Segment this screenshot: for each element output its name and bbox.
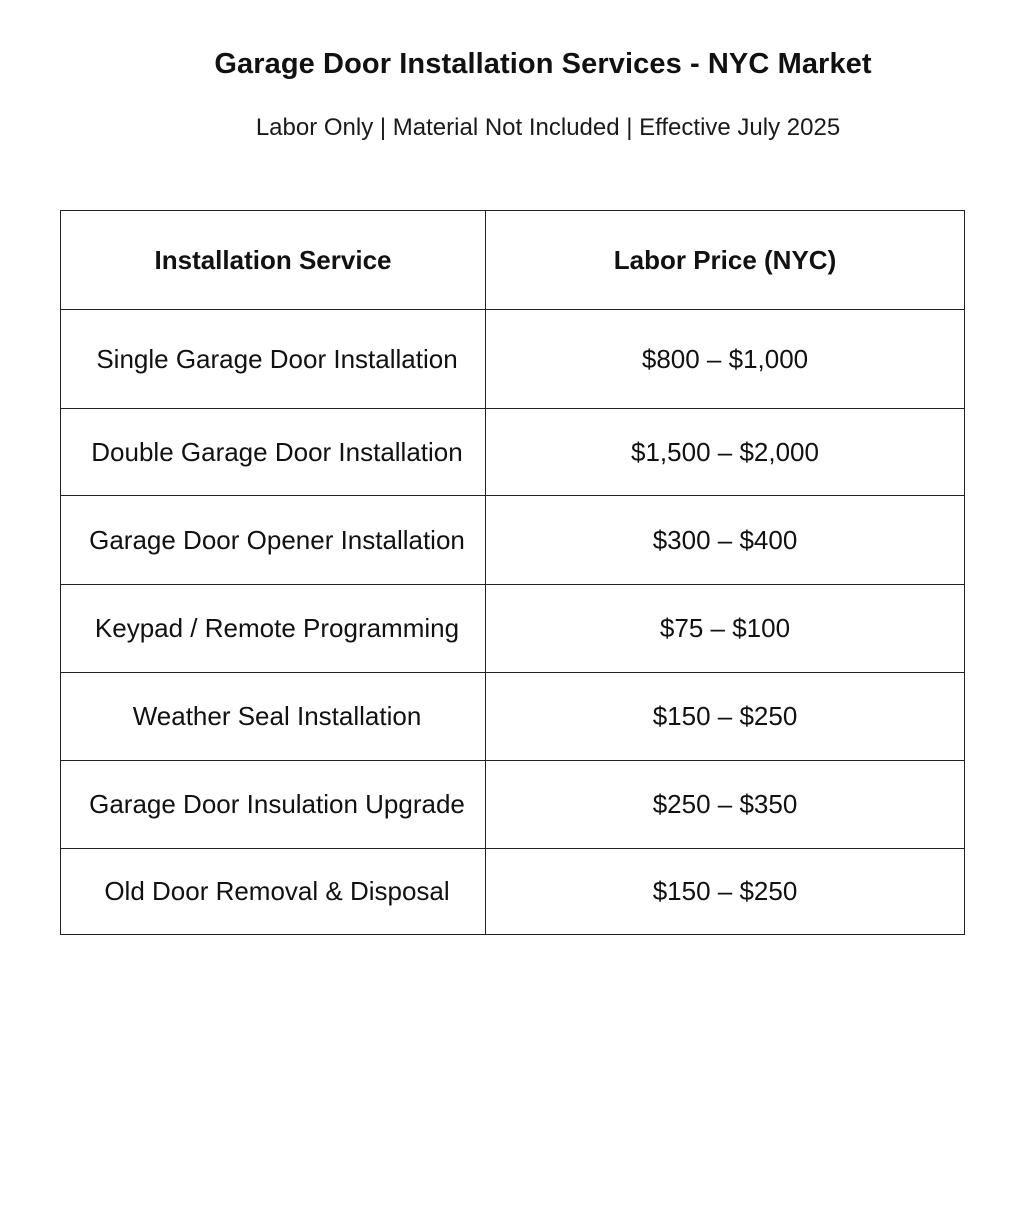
column-header-price: Labor Price (NYC) <box>486 211 965 310</box>
price-cell: $150 – $250 <box>486 849 965 935</box>
page-subtitle: Labor Only | Material Not Included | Effective July 2025 <box>255 114 841 141</box>
service-cell: Old Door Removal & Disposal <box>61 849 486 935</box>
table-row <box>61 673 965 761</box>
service-cell: Garage Door Insulation Upgrade <box>61 761 486 849</box>
service-cell: Double Garage Door Installation <box>61 409 486 496</box>
service-cell: Garage Door Opener Installation <box>61 496 486 585</box>
table-row <box>61 585 965 673</box>
table-header-row <box>61 211 965 310</box>
column-header-service: Installation Service <box>61 211 486 310</box>
table-row <box>61 409 965 496</box>
service-cell: Single Garage Door Installation <box>61 310 486 409</box>
table-row <box>61 496 965 585</box>
page-title: Garage Door Installation Services - NYC Market <box>214 48 872 80</box>
price-cell: $800 – $1,000 <box>486 310 965 409</box>
table-row <box>61 849 965 935</box>
price-cell: $1,500 – $2,000 <box>486 409 965 496</box>
price-cell: $150 – $250 <box>486 673 965 761</box>
price-cell: $75 – $100 <box>486 585 965 673</box>
service-cell: Weather Seal Installation <box>61 673 486 761</box>
price-cell: $300 – $400 <box>486 496 965 585</box>
service-cell: Keypad / Remote Programming <box>61 585 486 673</box>
price-cell: $250 – $350 <box>486 761 965 849</box>
pricing-table <box>60 210 965 935</box>
table-row <box>61 761 965 849</box>
table-row <box>61 310 965 409</box>
